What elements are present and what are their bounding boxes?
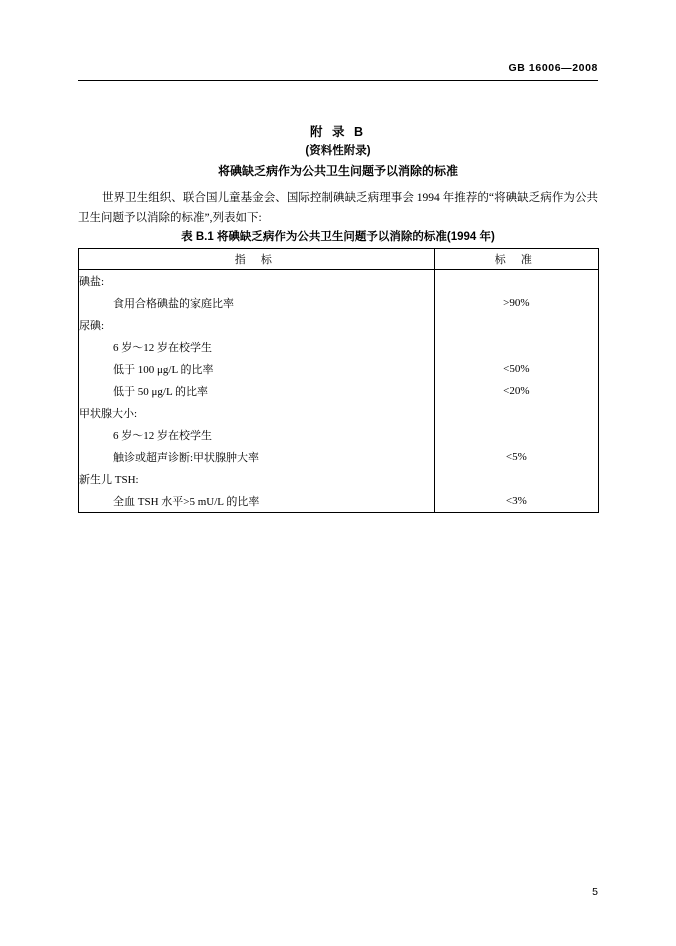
table-cell-indicator: 甲状腺大小:: [79, 402, 435, 424]
table-header-row: [79, 249, 599, 270]
table-row: [79, 424, 599, 446]
header-divider: [78, 80, 598, 81]
table-cell-standard: <3%: [434, 490, 598, 513]
table-cell-indicator: 尿碘:: [79, 314, 435, 336]
table-cell-standard: [434, 270, 598, 293]
table-row: [79, 336, 599, 358]
table-row: [79, 358, 599, 380]
table-cell-standard: >90%: [434, 292, 598, 314]
table-cell-indicator: 食用合格碘盐的家庭比率: [79, 292, 435, 314]
table-cell-indicator: 触诊或超声诊断:甲状腺肿大率: [79, 446, 435, 468]
table-cell-indicator: 碘盐:: [79, 270, 435, 293]
table-caption: 表 B.1 将碘缺乏病作为公共卫生问题予以消除的标准(1994 年): [181, 231, 495, 243]
table-cell-standard: [434, 402, 598, 424]
table-cell-indicator: 低于 50 μg/L 的比率: [79, 380, 435, 402]
annex-subtitle: (资料性附录): [305, 145, 371, 157]
table-cell-standard: [434, 314, 598, 336]
annex-title: 将碘缺乏病作为公共卫生问题予以消除的标准: [217, 164, 458, 178]
table-cell-standard: <20%: [434, 380, 598, 402]
table-cell-indicator: 低于 100 μg/L 的比率: [79, 358, 435, 380]
table-cell-standard: <50%: [434, 358, 598, 380]
table-cell-indicator: 6 岁～12 岁在校学生: [79, 424, 435, 446]
table-row: [79, 402, 599, 424]
annex-label: 附 录 B: [310, 125, 366, 139]
body-paragraph: 世界卫生组织、联合国儿童基金会、国际控制碘缺乏病理事会 1994 年推荐的“将碘缺乏病作为公共卫生问题予以消除的标准”,列表如下:: [78, 192, 598, 224]
table-body: [79, 270, 599, 513]
table-row: [79, 468, 599, 490]
table-header-standard: 标 准: [434, 249, 598, 270]
table-cell-standard: [434, 336, 598, 358]
table-cell-standard: [434, 424, 598, 446]
table-row: [79, 380, 599, 402]
standards-table: [78, 248, 599, 513]
table-cell-indicator: 6 岁～12 岁在校学生: [79, 336, 435, 358]
table-row: [79, 292, 599, 314]
table-row: [79, 446, 599, 468]
table-header-indicator: 指 标: [79, 249, 435, 270]
table-cell-indicator: 全血 TSH 水平>5 mU/L 的比率: [79, 490, 435, 513]
standards-table-wrapper: [78, 248, 599, 513]
table-row: [79, 270, 599, 293]
table-row: [79, 490, 599, 513]
table-cell-standard: [434, 468, 598, 490]
table-row: [79, 314, 599, 336]
page-header-standard-code: GB 16006—2008: [508, 62, 598, 74]
table-cell-indicator: 新生儿 TSH:: [79, 468, 435, 490]
table-cell-standard: <5%: [434, 446, 598, 468]
page-number: 5: [592, 886, 598, 898]
